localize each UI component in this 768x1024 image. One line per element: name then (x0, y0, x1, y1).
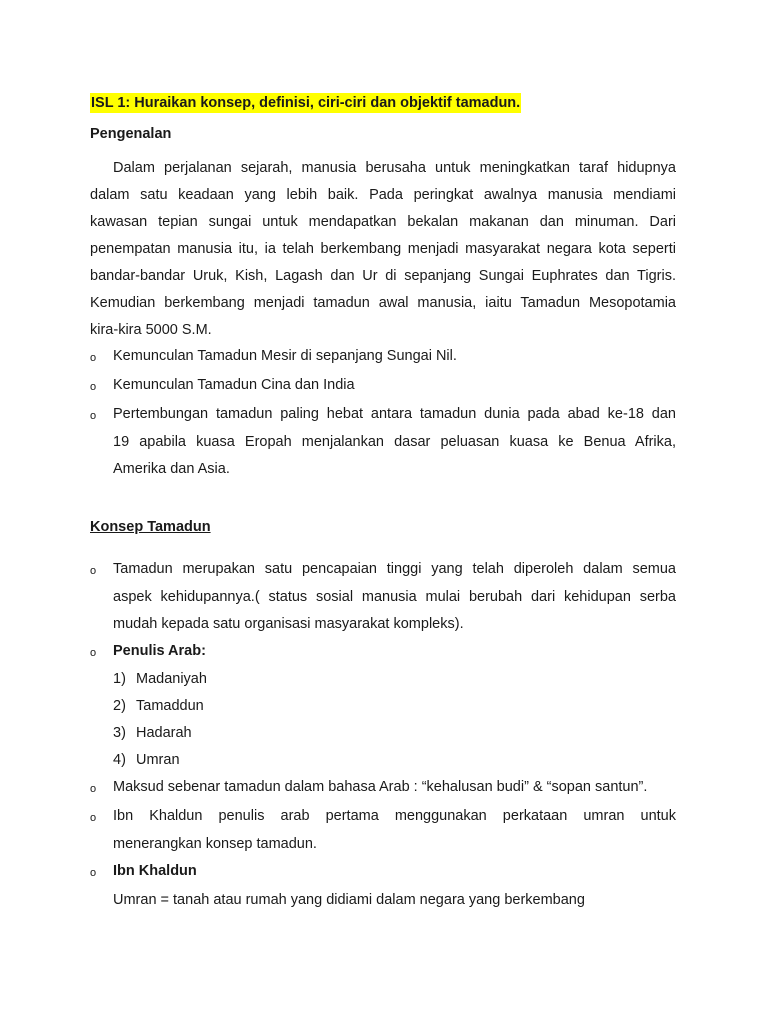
ibn-khaldun-text: menerangkan konsep tamadun. (113, 836, 317, 852)
numbered-item-marker: 3) (113, 725, 126, 741)
intro-line: bandar-bandar Uruk, Kish, Lagash dan Ur di sepanjang Sungai Euphrates dan Tigris. (90, 268, 676, 284)
bullet-icon: o (90, 410, 97, 422)
numbered-item-marker: 2) (113, 698, 126, 714)
intro-bullet-text: Kemunculan Tamadun Mesir di sepanjang Sungai Nil. (113, 348, 457, 364)
konsep-bullet-text: aspek kehidupannya.( status sosial manusia mulai berubah dari kehidupan serba (113, 589, 676, 605)
intro-bullet-text: Pertembungan tamadun paling hebat antara tamadun dunia pada abad ke-18 dan (113, 406, 676, 422)
penulis-arab-label: Penulis Arab: (113, 643, 206, 659)
numbered-item-marker: 1) (113, 671, 126, 687)
intro-line: dalam satu keadaan yang lebih baik. Pada peringkat awalnya manusia mendiami (90, 187, 676, 203)
intro-heading: Pengenalan (90, 126, 172, 142)
intro-line: kira-kira 5000 S.M. (90, 322, 212, 338)
numbered-item-text: Umran (136, 752, 180, 768)
maksud-text: Maksud sebenar tamadun dalam bahasa Arab : “kehalusan budi” & “sopan santun”. (113, 779, 648, 795)
konsep-bullet-text: Tamadun merupakan satu pencapaian tinggi yang telah diperoleh dalam semua (113, 561, 676, 577)
page-title: ISL 1: Huraikan konsep, definisi, ciri-ciri dan objektif tamadun. (91, 95, 521, 111)
ibn-khaldun-text: Ibn Khaldun penulis arab pertama menggunakan perkataan umran untuk (113, 808, 676, 824)
intro-line: penempatan manusia itu, ia telah berkembang menjadi masyarakat negara kota seperti (90, 241, 676, 257)
bullet-icon: o (90, 352, 97, 364)
numbered-item-text: Hadarah (136, 725, 192, 741)
bullet-icon: o (90, 867, 97, 879)
bullet-icon: o (90, 812, 97, 824)
ibn-khaldun-label: Ibn Khaldun (113, 863, 197, 879)
konsep-heading: Konsep Tamadun (90, 519, 211, 535)
bullet-icon: o (90, 647, 97, 659)
intro-line: Kemudian berkembang menjadi tamadun awal manusia, iaitu Tamadun Mesopotamia (90, 295, 676, 311)
numbered-item-marker: 4) (113, 752, 126, 768)
intro-line: kawasan tepian sungai untuk mendapatkan bekalan makanan dan minuman. Dari (90, 214, 676, 230)
intro-bullet-text: 19 apabila kuasa Eropah menjalankan dasar peluasan kuasa ke Benua Afrika, (113, 434, 676, 450)
intro-bullet-text: Amerika dan Asia. (113, 461, 230, 477)
bullet-icon: o (90, 565, 97, 577)
intro-bullet-text: Kemunculan Tamadun Cina dan India (113, 377, 355, 393)
bullet-icon: o (90, 783, 97, 795)
konsep-bullet-text: mudah kepada satu organisasi masyarakat kompleks). (113, 616, 464, 632)
intro-line: Dalam perjalanan sejarah, manusia berusaha untuk meningkatkan taraf hidupnya (113, 160, 676, 176)
numbered-item-text: Madaniyah (136, 671, 207, 687)
umran-definition: Umran = tanah atau rumah yang didiami dalam negara yang berkembang (113, 892, 585, 908)
numbered-item-text: Tamaddun (136, 698, 204, 714)
bullet-icon: o (90, 381, 97, 393)
